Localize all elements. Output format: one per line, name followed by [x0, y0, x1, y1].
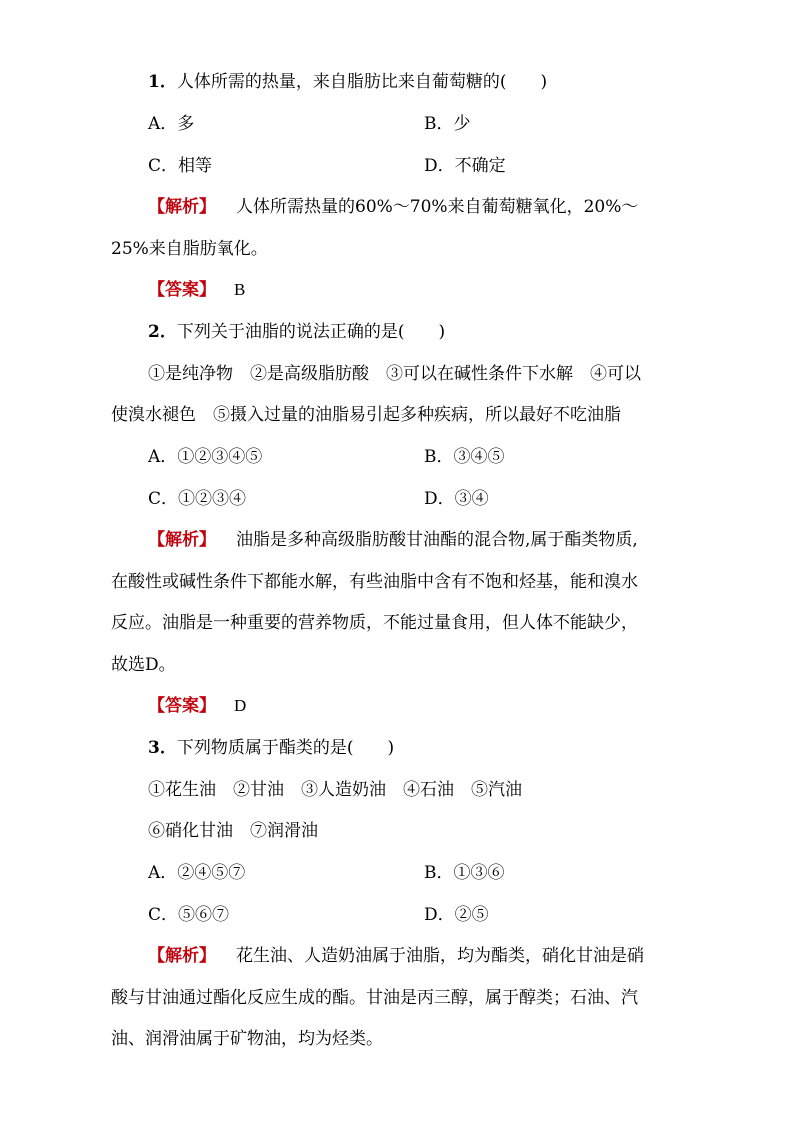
analysis-text-line: 油、润滑油属于矿物油，均为烃类。: [111, 1029, 383, 1049]
analysis-tag: 【解析】: [148, 197, 216, 217]
question-3-stem: 3．下列物质属于酯类的是( ): [148, 738, 395, 758]
analysis-text-line: 在酸性或碱性条件下都能水解，有些油脂中含有不饱和烃基，能和溴水: [111, 572, 638, 592]
option-d: D．②⑤: [424, 905, 489, 925]
option-c: C．①②③④: [148, 489, 247, 509]
answer-line: [148, 279, 245, 301]
answer-tag: 【答案】: [148, 696, 216, 716]
statement-list-line: ①花生油 ②甘油 ③人造奶油 ④石油 ⑤汽油: [148, 780, 522, 800]
option-b: B．①③⑥: [424, 863, 505, 883]
option-b: B．少: [424, 114, 471, 134]
analysis-text: 油脂是多种高级脂肪酸甘油酯的混合物,属于酯类物质,: [236, 530, 638, 550]
option-c: C．相等: [148, 156, 213, 176]
answer-value: D: [234, 696, 247, 715]
analysis-tag: 【解析】: [148, 530, 216, 550]
statement-list-line: ⑥硝化甘油 ⑦润滑油: [148, 821, 318, 841]
question-text: 人体所需的热量，来自脂肪比来自葡萄糖的( ): [176, 72, 548, 92]
analysis-text-line: 25%来自脂肪氧化。: [111, 239, 268, 259]
analysis-paragraph: [148, 945, 644, 967]
answer-tag: 【答案】: [148, 280, 216, 300]
question-number: 2: [148, 322, 160, 342]
analysis-text-line: 故选D。: [111, 655, 176, 675]
option-d: D．③④: [424, 489, 489, 509]
answer-value: B: [234, 280, 246, 299]
analysis-paragraph: [148, 196, 638, 218]
question-2-stem: 2．下列关于油脂的说法正确的是( ): [148, 322, 446, 342]
analysis-paragraph: [148, 529, 638, 551]
analysis-text-line: 酸与甘油通过酯化反应生成的酯。甘油是丙三醇，属于醇类；石油、汽: [111, 988, 638, 1008]
analysis-text: 花生油、人造奶油属于油脂，均为酯类，硝化甘油是硝: [236, 946, 644, 966]
statement-list-line: 使溴水褪色 ⑤摄入过量的油脂易引起多种疾病，所以最好不吃油脂: [111, 405, 621, 425]
option-a: A．②④⑤⑦: [148, 863, 246, 883]
question-number: 3: [148, 738, 160, 758]
option-c: C．⑤⑥⑦: [148, 905, 230, 925]
option-a: A．多: [148, 114, 195, 134]
question-number: 1: [148, 72, 160, 92]
option-d: D．不确定: [424, 156, 506, 176]
answer-line: [148, 695, 246, 717]
option-b: B．③④⑤: [424, 447, 505, 467]
analysis-text-line: 反应。油脂是一种重要的营养物质，不能过量食用，但人体不能缺少，: [111, 613, 638, 633]
statement-list-line: ①是纯净物 ②是高级脂肪酸 ③可以在碱性条件下水解 ④可以: [148, 364, 641, 384]
analysis-tag: 【解析】: [148, 946, 216, 966]
question-text: 下列物质属于酯类的是( ): [176, 738, 395, 758]
question-text: 下列关于油脂的说法正确的是( ): [176, 322, 446, 342]
analysis-text: 人体所需热量的60%～70%来自葡萄糖氧化，20%～: [236, 197, 639, 217]
option-a: A．①②③④⑤: [148, 447, 263, 467]
question-1-stem: 1．人体所需的热量，来自脂肪比来自葡萄糖的( ): [148, 72, 548, 92]
